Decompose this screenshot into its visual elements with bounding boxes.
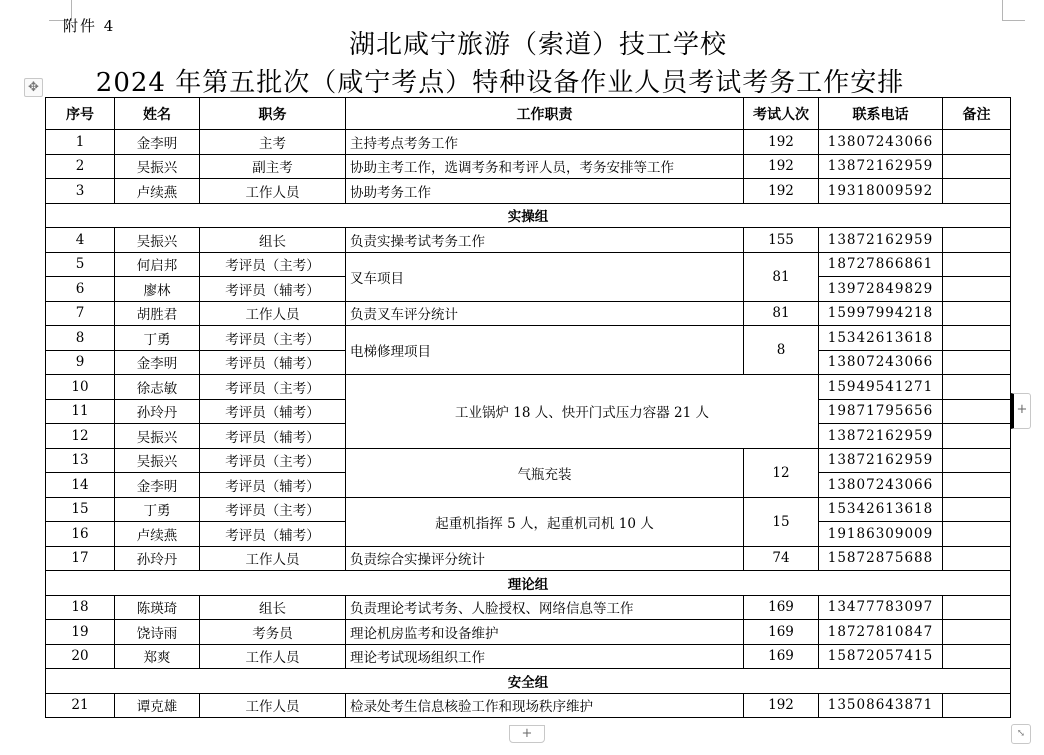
cell-duty[interactable]: 检录处考生信息核验工作和现场秩序维护 (346, 693, 744, 718)
cell-duty[interactable]: 负责理论考试考务、人脸授权、网络信息等工作 (346, 595, 744, 620)
cell-role[interactable]: 工作人员 (200, 644, 346, 669)
cell-phone[interactable]: 15997994218 (819, 301, 943, 326)
cell-no[interactable]: 13 (46, 448, 115, 473)
cell-note[interactable] (943, 326, 1011, 351)
cell-no[interactable]: 6 (46, 277, 115, 302)
cell-count[interactable]: 12 (744, 448, 819, 497)
table-row (46, 448, 1011, 473)
header-name: 姓名 (115, 98, 200, 130)
document-title-schedule: 2024 年第五批次（咸宁考点）特种设备作业人员考试考务工作安排 (95, 68, 905, 98)
cell-phone[interactable]: 13807243066 (819, 130, 943, 155)
cell-name[interactable]: 徐志敏 (115, 375, 200, 400)
cell-count[interactable]: 192 (744, 179, 819, 204)
cell-note[interactable] (943, 179, 1011, 204)
cell-no[interactable]: 5 (46, 252, 115, 277)
cell-role[interactable]: 考评员（辅考） (200, 350, 346, 375)
cell-note[interactable] (943, 350, 1011, 375)
table-resize-handle-icon[interactable]: ⤡ (1011, 724, 1031, 744)
group-row-practical (46, 203, 1011, 228)
cell-name[interactable]: 吴振兴 (115, 228, 200, 253)
cell-note[interactable] (943, 277, 1011, 302)
cell-note[interactable] (943, 473, 1011, 498)
cell-note[interactable] (943, 620, 1011, 645)
table-row (46, 644, 1011, 669)
group-label-practical[interactable]: 实操组 (46, 203, 1011, 228)
cell-no[interactable]: 19 (46, 620, 115, 645)
cell-duty[interactable]: 负责叉车评分统计 (346, 301, 744, 326)
cell-name[interactable]: 吴振兴 (115, 448, 200, 473)
cell-phone[interactable]: 13972849829 (819, 277, 943, 302)
cell-role[interactable]: 组长 (200, 228, 346, 253)
cell-name[interactable]: 饶诗雨 (115, 620, 200, 645)
table-row (46, 546, 1011, 571)
cell-phone[interactable]: 18727866861 (819, 252, 943, 277)
cell-no[interactable]: 12 (46, 424, 115, 449)
table-row (46, 595, 1011, 620)
group-label-theory[interactable]: 理论组 (46, 571, 1011, 596)
cell-role[interactable]: 考评员（主考） (200, 375, 346, 400)
cell-no[interactable]: 3 (46, 179, 115, 204)
cell-phone[interactable]: 19871795656 (819, 399, 943, 424)
cell-duty[interactable]: 主持考点考务工作 (346, 130, 744, 155)
cell-name[interactable]: 胡胜君 (115, 301, 200, 326)
table-row (46, 620, 1011, 645)
cell-name[interactable]: 卢续燕 (115, 179, 200, 204)
cell-count[interactable]: 8 (744, 326, 819, 375)
cell-phone[interactable]: 13508643871 (819, 693, 943, 718)
cell-role[interactable]: 考评员（主考） (200, 448, 346, 473)
cell-role[interactable]: 工作人员 (200, 179, 346, 204)
cell-no[interactable]: 4 (46, 228, 115, 253)
cell-note[interactable] (943, 497, 1011, 522)
cell-note[interactable] (943, 301, 1011, 326)
cell-count[interactable]: 169 (744, 644, 819, 669)
cell-name[interactable]: 丁勇 (115, 326, 200, 351)
cell-role[interactable]: 考评员（主考） (200, 326, 346, 351)
group-row-safety (46, 669, 1011, 694)
header-no: 序号 (46, 98, 115, 130)
cell-phone[interactable]: 13477783097 (819, 595, 943, 620)
cell-role[interactable]: 主考 (200, 130, 346, 155)
cell-duty[interactable]: 负责实操考试考务工作 (346, 228, 744, 253)
cell-count[interactable]: 169 (744, 620, 819, 645)
cell-phone[interactable]: 13872162959 (819, 228, 943, 253)
cell-phone[interactable]: 15872057415 (819, 644, 943, 669)
cell-note[interactable] (943, 399, 1011, 424)
cell-duty[interactable]: 负责综合实操评分统计 (346, 546, 744, 571)
cell-count[interactable]: 192 (744, 130, 819, 155)
cell-no[interactable]: 21 (46, 693, 115, 718)
cell-count[interactable]: 169 (744, 595, 819, 620)
cell-duty[interactable]: 起重机指挥 5 人，起重机司机 10 人 (346, 497, 744, 546)
table-header-row (46, 98, 1011, 130)
group-label-safety[interactable]: 安全组 (46, 669, 1011, 694)
cell-note[interactable] (943, 130, 1011, 155)
cell-phone[interactable]: 15342613618 (819, 326, 943, 351)
cell-no[interactable]: 10 (46, 375, 115, 400)
cell-role[interactable]: 工作人员 (200, 301, 346, 326)
cell-name[interactable]: 吴振兴 (115, 154, 200, 179)
cell-role[interactable]: 副主考 (200, 154, 346, 179)
cell-duty[interactable]: 理论机房监考和设备维护 (346, 620, 744, 645)
cell-no[interactable]: 1 (46, 130, 115, 155)
cell-name[interactable]: 丁勇 (115, 497, 200, 522)
cell-note[interactable] (943, 228, 1011, 253)
cell-no[interactable]: 15 (46, 497, 115, 522)
cell-note[interactable] (943, 448, 1011, 473)
cell-name[interactable]: 卢续燕 (115, 522, 200, 547)
cell-role[interactable]: 考评员（主考） (200, 497, 346, 522)
add-column-plus-icon[interactable]: + (1011, 393, 1031, 429)
cell-no[interactable]: 8 (46, 326, 115, 351)
header-note: 备注 (943, 98, 1011, 130)
cell-role[interactable]: 组长 (200, 595, 346, 620)
cell-name[interactable]: 廖林 (115, 277, 200, 302)
cell-count[interactable]: 15 (744, 497, 819, 546)
cell-name[interactable]: 吴振兴 (115, 424, 200, 449)
cell-name[interactable]: 郑爽 (115, 644, 200, 669)
table-row (46, 179, 1011, 204)
cell-role[interactable]: 考评员（辅考） (200, 277, 346, 302)
cell-role[interactable]: 考评员（辅考） (200, 473, 346, 498)
cell-no[interactable]: 17 (46, 546, 115, 571)
cell-note[interactable] (943, 546, 1011, 571)
cell-count[interactable]: 74 (744, 546, 819, 571)
cell-no[interactable]: 16 (46, 522, 115, 547)
cell-phone[interactable]: 15342613618 (819, 497, 943, 522)
cell-note[interactable] (943, 522, 1011, 547)
cell-count[interactable]: 81 (744, 252, 819, 301)
cell-name[interactable]: 金李明 (115, 473, 200, 498)
table-row (46, 693, 1011, 718)
cell-name[interactable]: 陈瑛琦 (115, 595, 200, 620)
table-row (46, 228, 1011, 253)
cell-no[interactable]: 9 (46, 350, 115, 375)
cell-duty[interactable]: 叉车项目 (346, 252, 744, 301)
cell-role[interactable]: 考评员（主考） (200, 252, 346, 277)
group-row-theory (46, 571, 1011, 596)
cell-no[interactable]: 20 (46, 644, 115, 669)
cell-name[interactable]: 谭克雄 (115, 693, 200, 718)
cell-phone[interactable]: 13807243066 (819, 350, 943, 375)
cell-role[interactable]: 考评员（辅考） (200, 424, 346, 449)
table-row (46, 130, 1011, 155)
cell-phone[interactable]: 19318009592 (819, 179, 943, 204)
cell-role[interactable]: 考评员（辅考） (200, 522, 346, 547)
add-row-plus-icon[interactable]: + (509, 725, 545, 743)
cell-name[interactable]: 孙玲丹 (115, 399, 200, 424)
cell-name[interactable]: 金李明 (115, 130, 200, 155)
cell-note[interactable] (943, 693, 1011, 718)
cell-note[interactable] (943, 595, 1011, 620)
exam-schedule-table (45, 97, 1011, 718)
table-row (46, 497, 1011, 522)
cell-no[interactable]: 7 (46, 301, 115, 326)
cell-phone[interactable]: 15949541271 (819, 375, 943, 400)
cell-duty[interactable]: 协助主考工作，选调考务和考评人员，考务安排等工作 (346, 154, 744, 179)
cell-no[interactable]: 18 (46, 595, 115, 620)
cell-count[interactable]: 81 (744, 301, 819, 326)
cell-role[interactable]: 工作人员 (200, 693, 346, 718)
cell-phone[interactable]: 13872162959 (819, 424, 943, 449)
cell-note[interactable] (943, 375, 1011, 400)
cell-role[interactable]: 考评员（辅考） (200, 399, 346, 424)
cell-duty[interactable]: 气瓶充装 (346, 448, 744, 497)
cell-phone[interactable]: 13872162959 (819, 154, 943, 179)
table-row (46, 252, 1011, 277)
attachment-label: 附件 4 (63, 17, 116, 35)
cell-note[interactable] (943, 154, 1011, 179)
cell-duty[interactable]: 协助考务工作 (346, 179, 744, 204)
cell-no[interactable]: 14 (46, 473, 115, 498)
table-row (46, 154, 1011, 179)
table-row (46, 326, 1011, 351)
cell-phone[interactable]: 19186309009 (819, 522, 943, 547)
cell-name[interactable]: 何启邦 (115, 252, 200, 277)
page-margin-corner-top-right (1002, 0, 1025, 21)
cell-no[interactable]: 11 (46, 399, 115, 424)
cell-phone[interactable]: 13872162959 (819, 448, 943, 473)
table-move-handle-icon[interactable]: ✥ (24, 78, 43, 97)
cell-note[interactable] (943, 644, 1011, 669)
cell-duty[interactable]: 理论考试现场组织工作 (346, 644, 744, 669)
cell-duty[interactable]: 工业锅炉 18 人、快开门式压力容器 21 人 (346, 375, 819, 449)
cell-note[interactable] (943, 424, 1011, 449)
cell-duty[interactable]: 电梯修理项目 (346, 326, 744, 375)
cell-phone[interactable]: 13807243066 (819, 473, 943, 498)
header-count: 考试人次 (744, 98, 819, 130)
cell-role[interactable]: 工作人员 (200, 546, 346, 571)
cell-no[interactable]: 2 (46, 154, 115, 179)
cell-phone[interactable]: 15872875688 (819, 546, 943, 571)
header-phone: 联系电话 (819, 98, 943, 130)
cell-count[interactable]: 192 (744, 693, 819, 718)
cell-note[interactable] (943, 252, 1011, 277)
table-row (46, 375, 1011, 400)
header-role: 职务 (200, 98, 346, 130)
cell-count[interactable]: 192 (744, 154, 819, 179)
cell-name[interactable]: 孙玲丹 (115, 546, 200, 571)
table-row (46, 301, 1011, 326)
document-title-school: 湖北咸宁旅游（索道）技工学校 (348, 30, 727, 60)
cell-count[interactable]: 155 (744, 228, 819, 253)
header-duty: 工作职责 (346, 98, 744, 130)
cell-name[interactable]: 金李明 (115, 350, 200, 375)
cell-phone[interactable]: 18727810847 (819, 620, 943, 645)
cell-role[interactable]: 考务员 (200, 620, 346, 645)
